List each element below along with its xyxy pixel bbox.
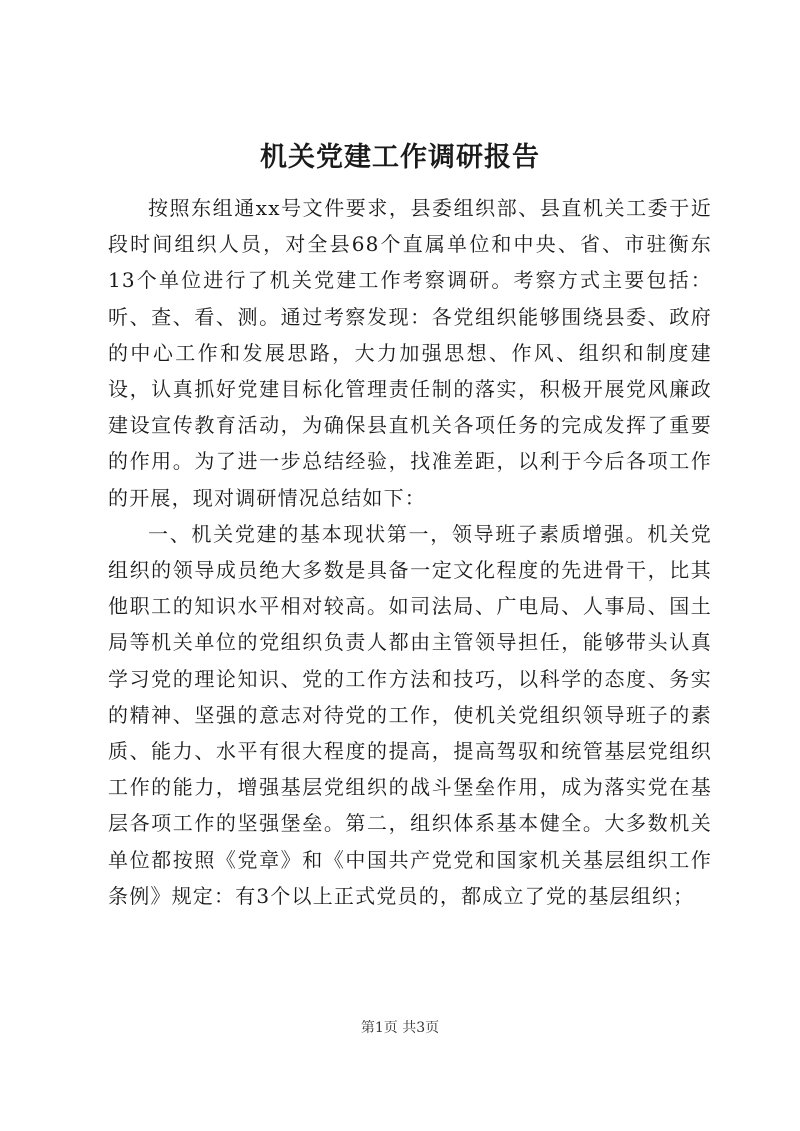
paragraph-section-one: 一、机关党建的基本现状第一，领导班子素质增强。机关党组织的领导成员绝大多数是具备一定文化程度的先进骨干，比其他职工的知识水平相对较高。如司法局、广电局、人事局、国土局等机关单位的党组织负责人都由主管领导担任，能够带头认真学习党的理论知识、党的工作方法和技巧，以科学的态度、务实的精神、坚强的意志对待党的工作，使机关党组织领导班子的素质、能力、水平有很大程度的提高，提高驾驭和统管基层党组织工作的能力，增强基层党组织的战斗堡垒作用，成为落实党在基层各项工作的坚强堡垒。第二，组织体系基本健全。大多数机关单位都按照《党章》和《中国共产党党和国家机关基层组织工作条例》规定：有3个以上正式党员的，都成立了党的基层组织； — [108, 521, 712, 908]
page-title: 机关党建工作调研报告 — [260, 142, 540, 173]
paragraph-intro: 按照东组通xx号文件要求，县委组织部、县直机关工委于近段时间组织人员，对全县68个直属单位和中央、省、市驻衡东13个单位进行了机关党建工作考察调研。考察方式主要包括：听、查、看、测。通过考察发现：各党组织能够围绕县委、政府的中心工作和发展思路，大力加强思想、作风、组织和制度建设，认真抓好党建目标化管理责任制的落实，积极开展党风廉政建设宣传教育活动，为确保县直机关各项任务的完成发挥了重要的作用。为了进一步总结经验，找准差距，以利于今后各项工作的开展，现对调研情况总结如下： — [108, 196, 712, 510]
document-body — [108, 190, 712, 914]
page-footer: 第1页 共3页 — [360, 1020, 440, 1036]
